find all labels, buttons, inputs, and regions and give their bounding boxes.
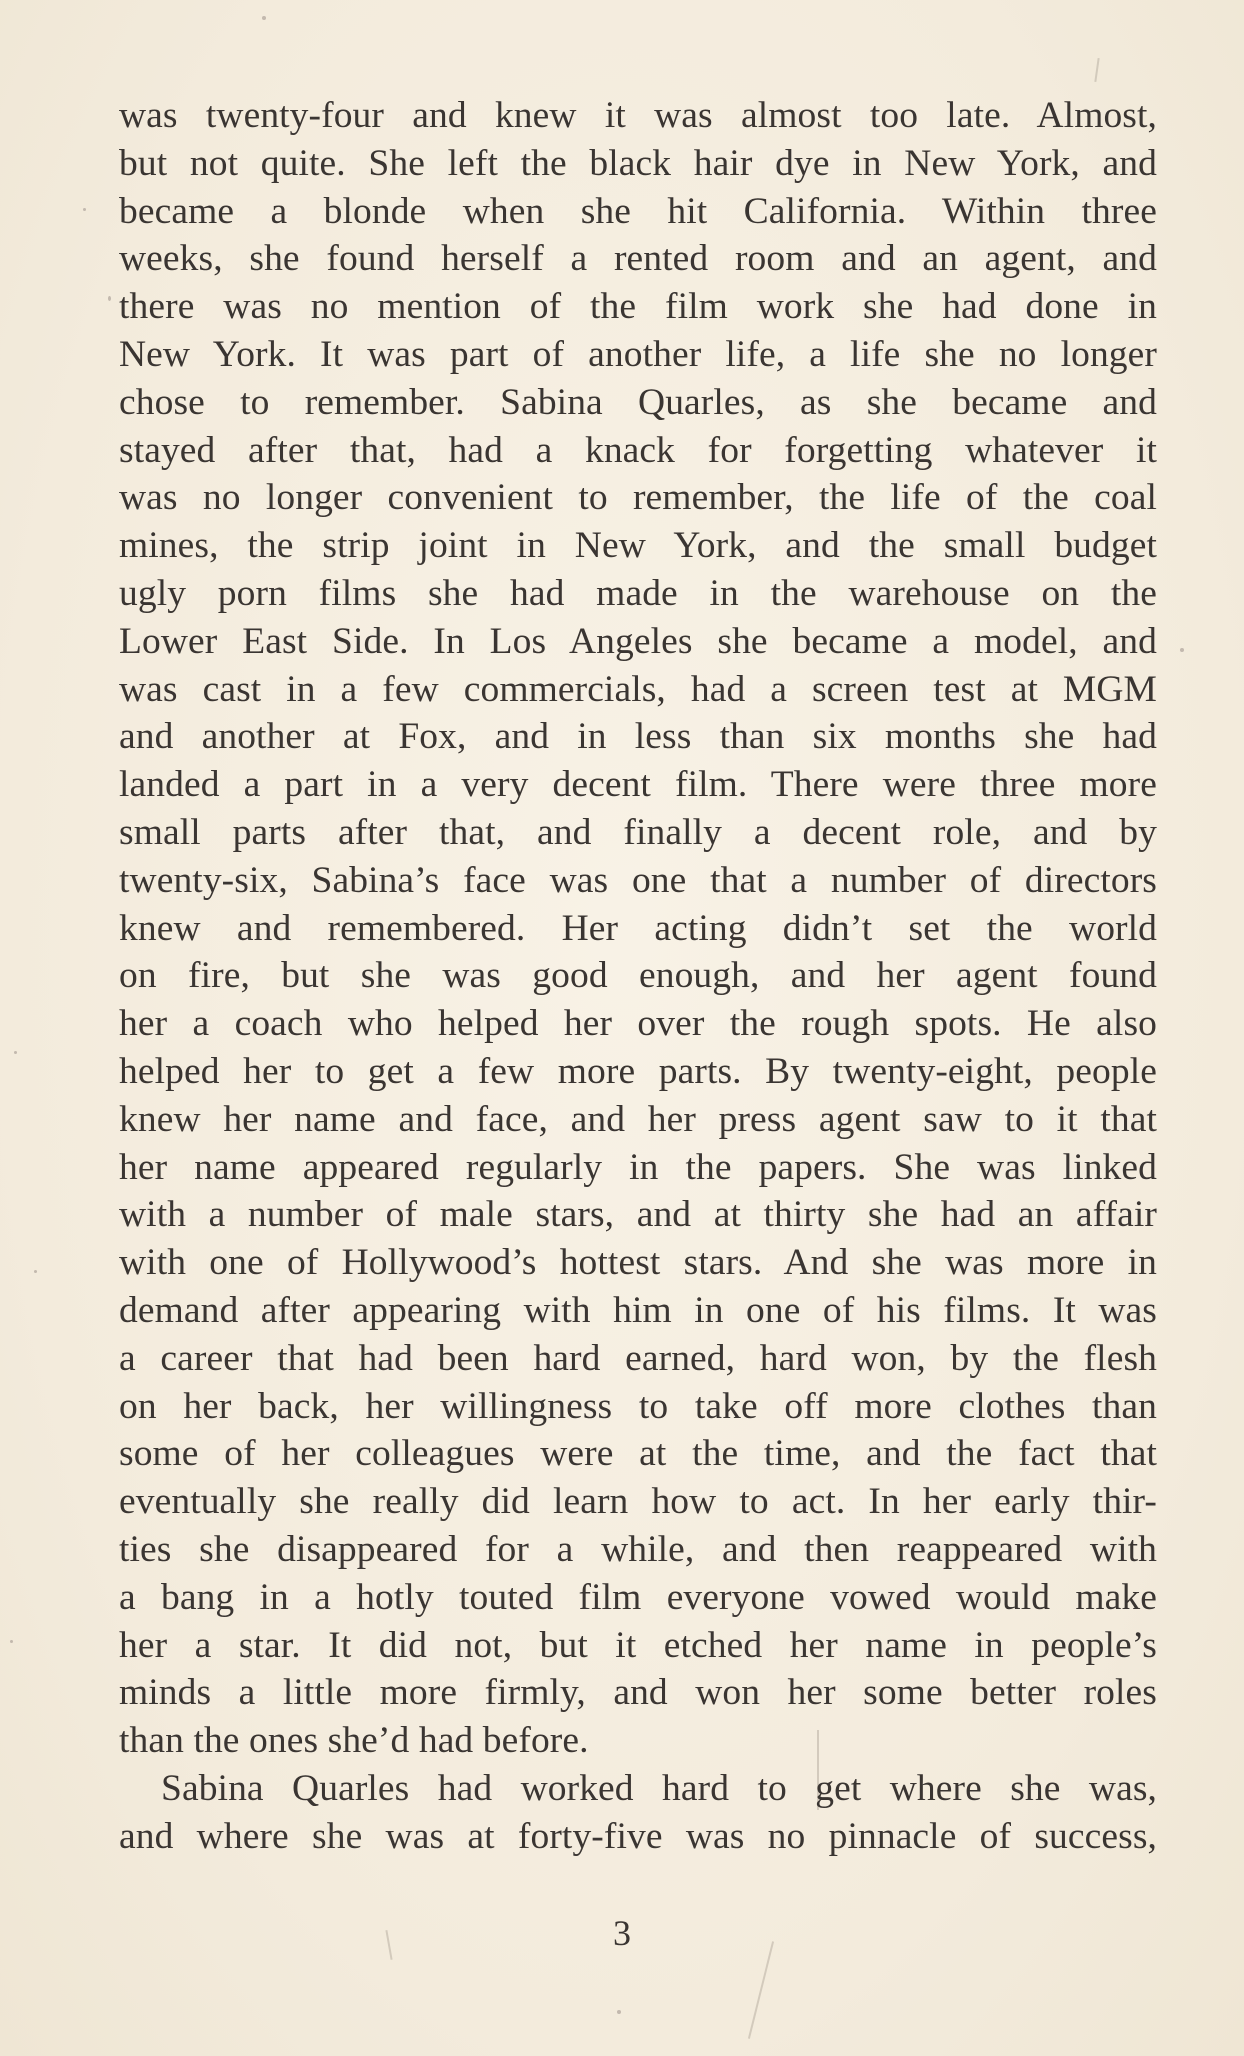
text-line: became a blonde when she hit California. Within three xyxy=(119,190,1157,232)
text-line: twenty-six, Sabina’s face was one that a number of directors xyxy=(119,859,1157,901)
text-line: ties she disappeared for a while, and then reappeared with xyxy=(119,1528,1157,1570)
text-line: there was no mention of the film work she had done in xyxy=(119,286,1157,328)
text-line: her a coach who helped her over the rough spots. He also xyxy=(119,1003,1157,1045)
text-line: a career that had been hard earned, hard won, by the flesh xyxy=(119,1337,1157,1379)
text-line: knew her name and face, and her press agent saw to it that xyxy=(119,1098,1157,1140)
text-line: with a number of male stars, and at thirty she had an affair xyxy=(119,1194,1157,1236)
paragraph-end-line: than the ones she’d had before. xyxy=(119,1720,589,1762)
text-line: demand after appearing with him in one of his films. It was xyxy=(119,1289,1157,1331)
scan-speck xyxy=(10,1640,13,1643)
text-line: ugly porn films she had made in the warehouse on the xyxy=(119,572,1157,614)
text-line: her a star. It did not, but it etched her name in people’s xyxy=(119,1624,1157,1666)
text-line: eventually she really did learn how to act. In her early thir- xyxy=(119,1481,1157,1523)
text-line: knew and remembered. Her acting didn’t set the world xyxy=(119,907,1157,949)
text-line: and another at Fox, and in less than six months she had xyxy=(119,716,1157,758)
text-line: small parts after that, and finally a decent role, and by xyxy=(119,811,1157,853)
text-line: Lower East Side. In Los Angeles she became a model, and xyxy=(119,620,1157,662)
text-line: a bang in a hotly touted film everyone vowed would make xyxy=(119,1576,1157,1618)
text-line: minds a little more firmly, and won her some better roles xyxy=(119,1672,1157,1714)
text-line: New York. It was part of another life, a life she no longer xyxy=(119,333,1157,375)
scan-scratch xyxy=(1094,58,1099,82)
text-line: some of her colleagues were at the time, and the fact that xyxy=(119,1433,1157,1475)
scan-speck xyxy=(14,1051,17,1054)
text-line: and where she was at forty-five was no pinnacle of success, xyxy=(119,1815,1157,1857)
page-number: 3 xyxy=(613,1913,631,1953)
scan-speck xyxy=(1180,648,1184,652)
text-line: helped her to get a few more parts. By twenty-eight, people xyxy=(119,1050,1157,1092)
scan-speck xyxy=(108,296,111,301)
text-line: on fire, but she was good enough, and her agent found xyxy=(119,955,1157,997)
text-line: landed a part in a very decent film. There were three more xyxy=(119,764,1157,806)
text-line: with one of Hollywood’s hottest stars. And she was more in xyxy=(119,1242,1157,1284)
text-line: was no longer convenient to remember, the life of the coal xyxy=(119,477,1157,519)
text-line: was cast in a few commercials, had a screen test at MGM xyxy=(119,668,1157,710)
scan-speck xyxy=(83,208,86,211)
text-line: her name appeared regularly in the papers. She was linked xyxy=(119,1146,1157,1188)
scan-speck xyxy=(34,1270,37,1273)
text-line: on her back, her willingness to take off more clothes than xyxy=(119,1385,1157,1427)
body-text xyxy=(119,92,1157,1860)
text-line: but not quite. She left the black hair dye in New York, and xyxy=(119,142,1157,184)
text-line: was twenty-four and knew it was almost too late. Almost, xyxy=(119,95,1157,136)
scan-speck xyxy=(262,16,266,20)
text-line: mines, the strip joint in New York, and the small budget xyxy=(119,525,1157,567)
text-line: stayed after that, had a knack for forgetting whatever it xyxy=(119,429,1157,471)
paragraph-start-line: Sabina Quarles had worked hard to get where she was, xyxy=(161,1767,1157,1809)
scan-scratch xyxy=(748,1941,774,2038)
text-line: chose to remember. Sabina Quarles, as she became and xyxy=(119,381,1157,423)
scan-speck xyxy=(617,2010,621,2014)
text-line: weeks, she found herself a rented room and an agent, and xyxy=(119,238,1157,280)
